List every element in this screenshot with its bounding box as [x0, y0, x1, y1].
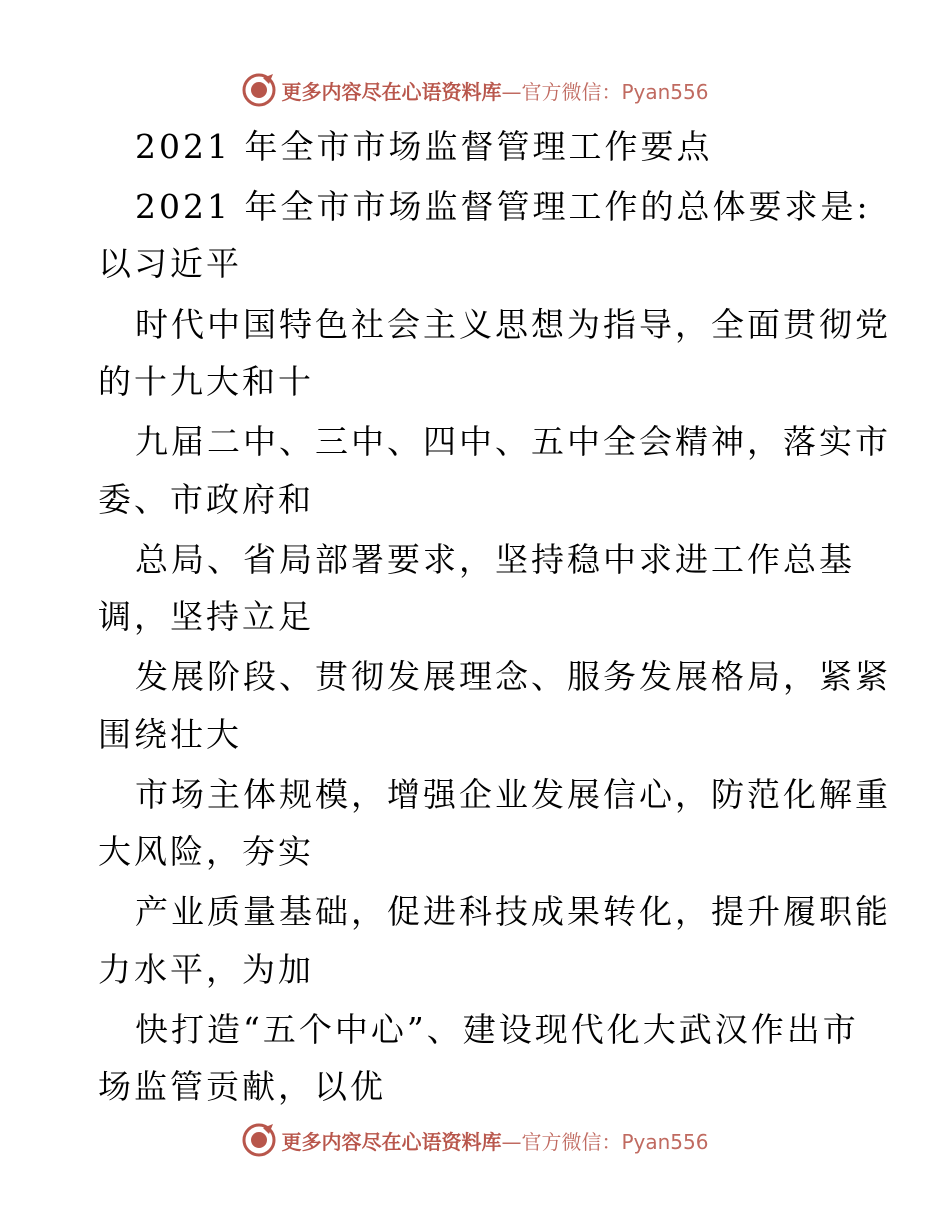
doc-line: 的十九大和十 [98, 362, 314, 401]
doc-line: 力水平，为加 [98, 950, 314, 989]
doc-line: 委、市政府和 [98, 480, 314, 519]
doc-line: 市场主体规模，增强企业发展信心，防范化解重 [135, 775, 891, 814]
doc-line: 2021 年全市市场监督管理工作的总体要求是: [135, 187, 871, 226]
doc-line: 总局、省局部署要求，坚持稳中求进工作总基 [135, 540, 855, 579]
doc-line: 时代中国特色社会主义思想为指导，全面贯彻党 [135, 305, 891, 344]
watermark-wechat: —官方微信：Pyan556 [501, 79, 709, 104]
logo-icon [241, 72, 277, 108]
watermark-wechat: —官方微信：Pyan556 [501, 1129, 709, 1154]
doc-line: 九届二中、三中、四中、五中全会精神，落实市 [135, 422, 891, 461]
watermark-footer [0, 1120, 950, 1160]
logo-icon [241, 1122, 277, 1158]
doc-line: 场监管贡献，以优 [98, 1067, 386, 1106]
doc-line: 产业质量基础，促进科技成果转化，提升履职能 [135, 892, 891, 931]
doc-title: 2021 年全市市场监督管理工作要点 [135, 127, 713, 166]
doc-line: 以习近平 [98, 244, 242, 283]
doc-line: 大风险，夯实 [98, 832, 314, 871]
watermark-brand: 更多内容尽在心语资料库 [281, 79, 502, 104]
doc-line: 快打造“五个中心”、建设现代化大武汉作出市 [135, 1010, 859, 1049]
watermark-header [0, 70, 950, 110]
watermark-brand: 更多内容尽在心语资料库 [281, 1129, 502, 1154]
doc-line: 围绕壮大 [98, 715, 242, 754]
doc-line: 调，坚持立足 [98, 597, 314, 636]
doc-line: 发展阶段、贯彻发展理念、服务发展格局，紧紧 [135, 657, 891, 696]
